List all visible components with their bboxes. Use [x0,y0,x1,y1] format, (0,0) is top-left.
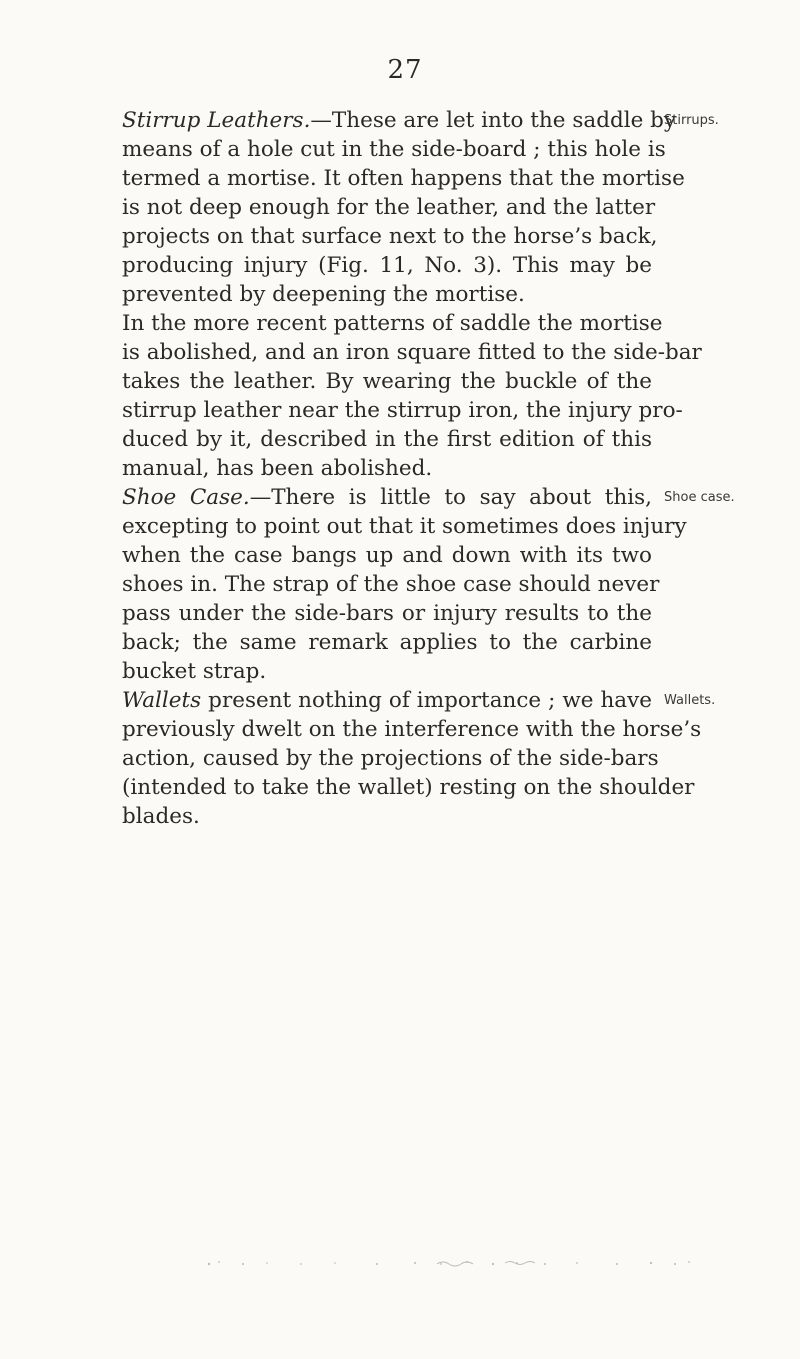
text-line-18: pass under the side-bars or injury results to the [122,601,652,626]
heading-wallets: Wallets [122,688,202,713]
page-number: 27 [387,55,423,85]
text-line-13: manual, has been abolished. [122,456,433,481]
heading-stirrup-leathers: Stirrup Leathers. [122,108,311,133]
text-line-20: bucket strap. [122,659,267,684]
text-line-15: excepting to point out that it sometimes does injury [122,514,687,539]
text-line-24: (intended to take the wallet) resting on the shoulder [122,775,695,800]
text-line-3: termed a mortise. It often happens that the mortise [122,166,685,191]
text-line-12: duced by it, described in the first edition of this [122,427,652,452]
text-line-2: means of a hole cut in the side-board ; this hole is [122,137,666,162]
margin-note-shoe-case: Shoe case. [664,490,735,505]
heading-shoe-case: Shoe Case. [122,485,250,510]
text-line-7: prevented by deepening the mortise. [122,282,525,307]
text-line-4: is not deep enough for the leather, and the latter [122,195,656,220]
text-line-1: Stirrup Leathers.—These are let into the saddle by [122,108,677,133]
text-line-21: Wallets present nothing of importance ; we have [122,688,652,713]
text-line-16: when the case bangs up and down with its two [122,543,652,568]
text-line-9: is abolished, and an iron square fitted to the side-bar [122,340,702,365]
text-line-10: takes the leather. By wearing the buckle of the [122,369,652,394]
text-line-11: stirrup leather near the stirrup iron, the injury pro- [122,398,683,423]
margin-note-wallets: Wallets. [664,693,716,708]
margin-note-stirrups: Stirrups. [664,113,719,128]
text-line-23: action, caused by the projections of the side-bars [122,746,659,771]
text-line-19: back; the same remark applies to the carbine [122,630,652,655]
text-line-8: In the more recent patterns of saddle the mortise [122,311,663,336]
text-line-22: previously dwelt on the interference with the horse’s [122,717,702,742]
text-line-6: producing injury (Fig. 11, No. 3). This may be [122,253,652,278]
text-line-5: projects on that surface next to the horse’s back, [122,224,658,249]
text-line-17: shoes in. The strap of the shoe case should never [122,572,660,597]
scan-noise-marks [205,1252,695,1274]
text-line-14: Shoe Case.—There is little to say about this, [122,485,653,510]
text-line-25: blades. [122,804,200,829]
